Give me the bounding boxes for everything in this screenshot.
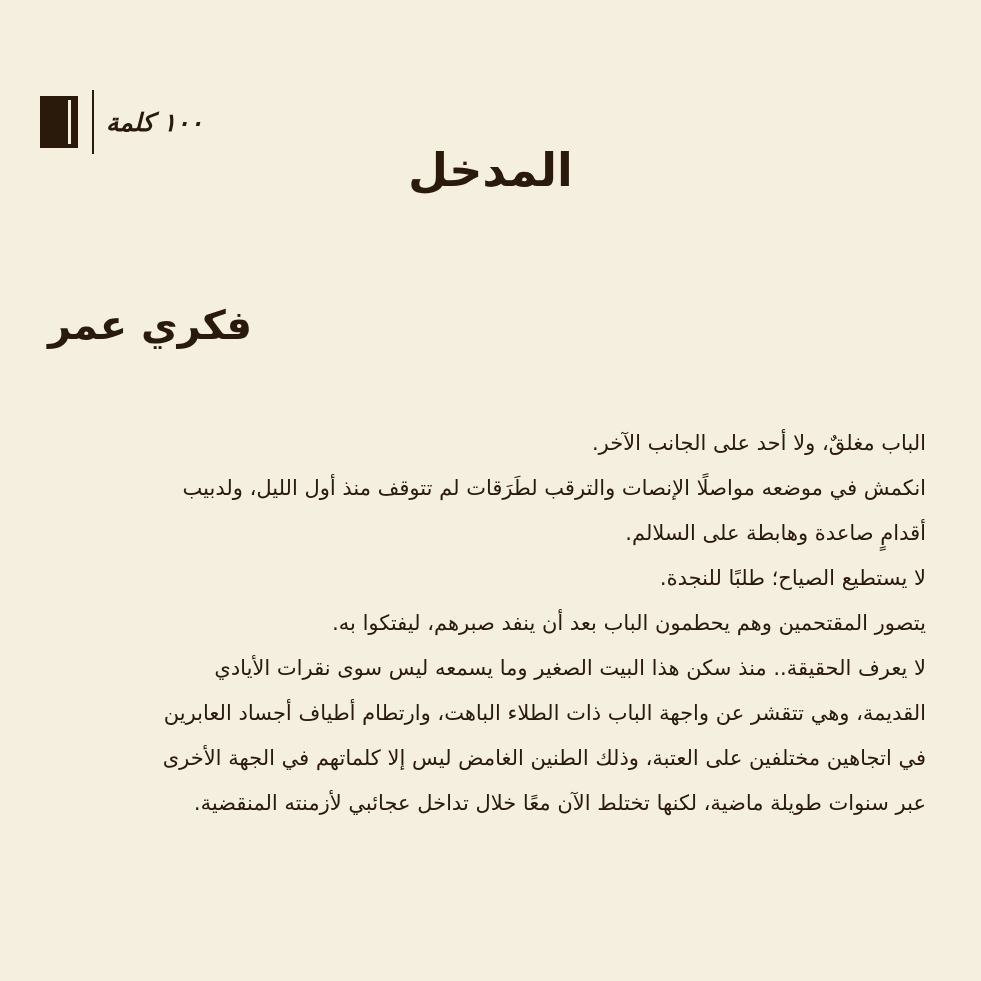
story-line: عبر سنوات طويلة ماضية، لكنها تختلط الآن معًا خلال تداخل عجائبي لأزمنته المنقضية. (193, 791, 926, 815)
story-body (60, 421, 926, 826)
author-name: فكري عمر (48, 303, 252, 349)
story-line: أقدامٍ صاعدة وهابطة على السلالم. (625, 521, 926, 545)
story-line: القديمة، وهي تتقشر عن واجهة الباب ذات الطلاء الباهت، وارتطام أطياف أجساد العابرين (163, 701, 926, 725)
brand-label: ١٠٠ كلمة (106, 107, 204, 137)
story-line: الباب مغلقٌ، ولا أحد على الجانب الآخر. (591, 431, 926, 455)
story-line: انكمش في موضعه مواصلًا الإنصات والترقب لطَرَقات لم تتوقف منذ أول الليل، ولدبيب (182, 476, 926, 500)
story-line: يتصور المقتحمين وهم يحطمون الباب بعد أن ينفد صبرهم، ليفتكوا به. (332, 611, 926, 635)
page-title: المدخل (408, 143, 573, 197)
story-line: لا يعرف الحقيقة.. منذ سكن هذا البيت الصغير وما يسمعه ليس سوى نقرات الأيادي (214, 656, 926, 680)
story-line: في اتجاهين مختلفين على العتبة، وذلك الطنين الغامض ليس إلا كلماتهم في الجهة الأخرى (162, 746, 926, 770)
story-line: لا يستطيع الصياح؛ طلبًا للنجدة. (659, 566, 926, 590)
